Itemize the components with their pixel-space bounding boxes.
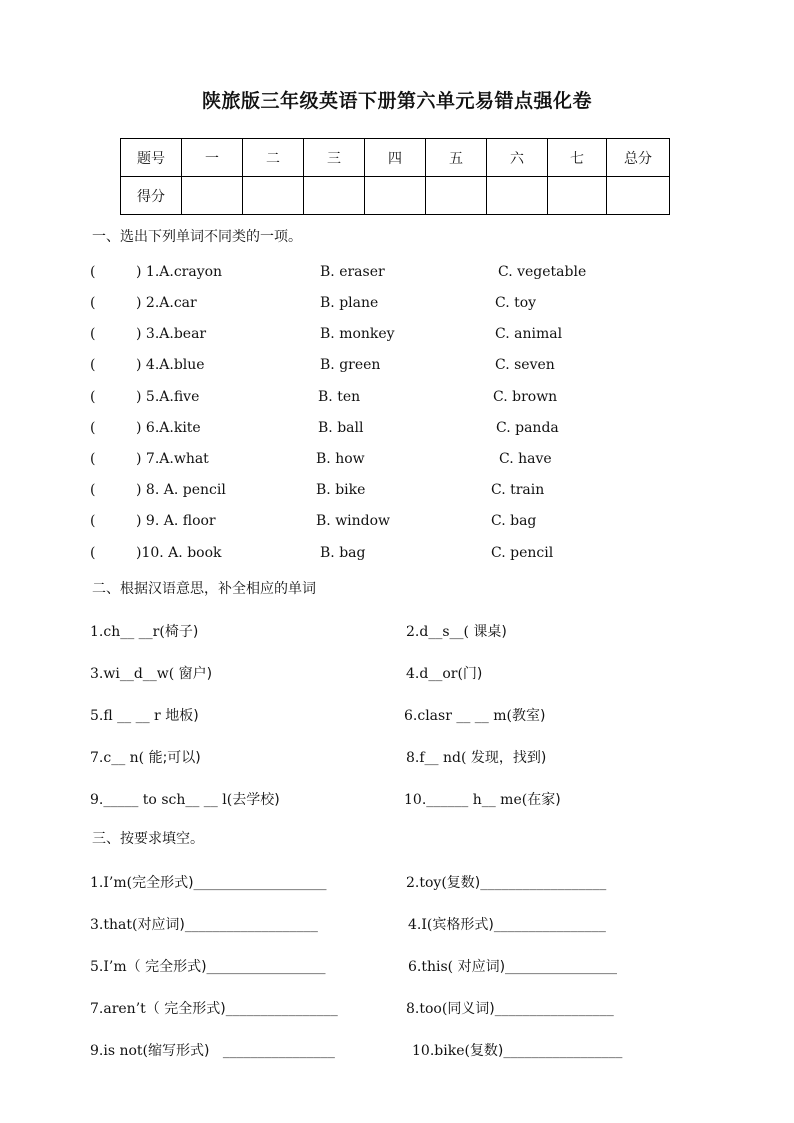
fill-word-item (0, 621, 794, 641)
score-header-cell: 一 (182, 139, 243, 177)
option-b: B. plane (320, 295, 379, 311)
fill-word-item (0, 747, 794, 767)
option-a: ) 9. A. floor (136, 513, 216, 529)
score-input-cell[interactable] (304, 177, 365, 215)
option-c: C. vegetable (498, 264, 587, 280)
option-a: ) 7.A.what (136, 451, 209, 467)
form-question (408, 956, 617, 976)
choice-item (0, 420, 794, 440)
answer-paren[interactable]: ( (90, 482, 96, 498)
form-question (408, 914, 606, 934)
fill-form-item (0, 998, 794, 1018)
option-c: C. seven (495, 357, 555, 373)
word-prompt: 10.bike( (412, 1043, 470, 1059)
option-a: ) 1.A.crayon (136, 264, 223, 280)
option-b: B. monkey (320, 326, 395, 342)
option-c: C. train (491, 482, 545, 498)
word-pattern: 2.d__s__( (406, 624, 469, 640)
score-header-cell: 三 (304, 139, 365, 177)
word-prompt: 8.too( (406, 1001, 448, 1017)
word-prompt: 3.that( (90, 917, 138, 933)
choice-item (0, 545, 794, 565)
answer-line[interactable]: ___________________ (184, 917, 318, 933)
form-question (90, 1040, 335, 1060)
score-row-label: 得分 (121, 177, 182, 215)
form-question (406, 998, 614, 1018)
answer-paren[interactable]: ( (90, 264, 96, 280)
chinese-hint: 教室) (512, 708, 546, 724)
word-prompt: 4.I( (408, 917, 433, 933)
word-blank[interactable] (404, 789, 561, 809)
word-pattern: 4.d__or( (406, 666, 463, 682)
word-prompt: 1.I’m( (90, 875, 133, 891)
fill-form-item (0, 914, 794, 934)
answer-line[interactable]: ________________ (209, 1043, 335, 1059)
chinese-hint: 门) (462, 666, 483, 682)
answer-line[interactable]: __________________ (480, 875, 607, 891)
answer-paren[interactable]: ( (90, 513, 96, 529)
answer-line[interactable]: ________________ (505, 959, 618, 975)
option-a: ) 3.A.bear (136, 326, 207, 342)
section1-heading: 一、选出下列单词不同类的一项。 (92, 229, 302, 245)
chinese-hint: 在家) (527, 792, 561, 808)
option-c: C. animal (495, 326, 563, 342)
choice-item (0, 326, 794, 346)
answer-paren[interactable]: ( (90, 389, 96, 405)
score-header-cell: 二 (243, 139, 304, 177)
choice-item (0, 295, 794, 315)
answer-line[interactable]: ________________ (225, 1001, 338, 1017)
instruction-hint: 缩写形式) (148, 1043, 210, 1059)
score-header-cell: 五 (426, 139, 487, 177)
answer-paren[interactable]: ( (90, 545, 96, 561)
answer-line[interactable]: ___________________ (193, 875, 327, 891)
word-pattern: 3.wi__d__w( (90, 666, 175, 682)
chinese-hint: 地板) (160, 708, 199, 724)
word-prompt: 7.aren’t（ (90, 1001, 160, 1017)
chinese-hint: 课桌) (468, 624, 507, 640)
choice-item (0, 482, 794, 502)
instruction-hint: 复数) (446, 875, 481, 891)
option-a: ) 6.A.kite (136, 420, 201, 436)
option-a: ) 8. A. pencil (136, 482, 226, 498)
choice-item (0, 513, 794, 533)
word-pattern: 6.clasr __ __ m( (404, 708, 512, 724)
word-pattern: 1.ch__ __r( (90, 624, 165, 640)
form-question (412, 1040, 622, 1060)
chinese-hint: 去学校) (232, 792, 280, 808)
score-table-score-row (121, 177, 670, 215)
form-question (90, 914, 318, 934)
option-b: B. window (316, 513, 391, 529)
option-a: )10. A. book (136, 545, 222, 561)
fill-word-item (0, 705, 794, 725)
instruction-hint: 完全形式) (159, 1001, 226, 1017)
word-blank[interactable] (90, 789, 280, 809)
instruction-hint: 宾格形式) (432, 917, 494, 933)
fill-form-item (0, 872, 794, 892)
answer-line[interactable]: _________________ (206, 959, 326, 975)
word-blank[interactable] (90, 663, 212, 683)
word-pattern: 7.c__ n( (90, 750, 145, 766)
option-c: C. pencil (491, 545, 554, 561)
word-blank[interactable] (90, 621, 198, 641)
word-prompt: 2.toy( (406, 875, 447, 891)
score-input-cell[interactable] (243, 177, 304, 215)
fill-word-item (0, 663, 794, 683)
word-prompt: 9.is not( (90, 1043, 149, 1059)
option-b: B. bike (316, 482, 366, 498)
option-b: B. bag (320, 545, 366, 561)
chinese-hint: 椅子) (164, 624, 199, 640)
option-b: B. how (316, 451, 365, 467)
word-pattern: 9._____ to sch__ __ l( (90, 792, 233, 808)
option-c: C. panda (496, 420, 559, 436)
form-question (90, 872, 327, 892)
fill-word-item (0, 789, 794, 809)
option-b: B. ten (318, 389, 361, 405)
score-header-cell: 总分 (607, 139, 670, 177)
word-pattern: 10.______ h__ me( (404, 792, 528, 808)
option-c: C. have (499, 451, 552, 467)
instruction-hint: 完全形式) (132, 875, 194, 891)
answer-line[interactable]: _________________ (503, 1043, 623, 1059)
choice-item (0, 389, 794, 409)
option-c: C. bag (491, 513, 537, 529)
option-a: ) 4.A.blue (136, 357, 205, 373)
chinese-hint: 能;可以) (144, 750, 201, 766)
instruction-hint: 对应词) (137, 917, 185, 933)
choice-item (0, 357, 794, 377)
word-blank[interactable] (90, 705, 199, 725)
answer-paren[interactable]: ( (90, 420, 96, 436)
form-question (90, 956, 326, 976)
answer-paren[interactable]: ( (90, 451, 96, 467)
word-pattern: 5.fl __ __ r (90, 708, 161, 724)
word-blank[interactable] (406, 747, 546, 767)
option-a: ) 2.A.car (136, 295, 197, 311)
score-header-cell: 六 (487, 139, 548, 177)
score-input-cell[interactable] (365, 177, 426, 215)
answer-paren[interactable]: ( (90, 357, 96, 373)
option-c: C. brown (493, 389, 558, 405)
score-table (120, 138, 670, 215)
choice-item (0, 451, 794, 471)
word-prompt: 5.I’m（ (90, 959, 141, 975)
choice-item (0, 264, 794, 284)
score-table-header-row (121, 139, 670, 177)
chinese-hint: 发现，找到) (466, 750, 547, 766)
word-prompt: 6.this( (408, 959, 454, 975)
option-b: B. eraser (320, 264, 385, 280)
instruction-hint: 同义词) (447, 1001, 495, 1017)
fill-form-item (0, 956, 794, 976)
form-question (406, 872, 606, 892)
score-input-cell[interactable] (548, 177, 607, 215)
score-input-cell[interactable] (487, 177, 548, 215)
section3-heading: 三、按要求填空。 (92, 831, 204, 847)
section2-heading: 二、根据汉语意思，补全相应的单词 (92, 581, 316, 597)
score-input-cell[interactable] (182, 177, 243, 215)
instruction-hint: 复数) (469, 1043, 504, 1059)
instruction-hint: 对应词) (453, 959, 506, 975)
word-blank[interactable] (406, 621, 507, 641)
page-title: 陕旅版三年级英语下册第六单元易错点强化卷 (201, 90, 592, 112)
score-input-cell[interactable] (426, 177, 487, 215)
chinese-hint: 窗户) (174, 666, 213, 682)
option-b: B. green (320, 357, 381, 373)
score-header-cell: 四 (365, 139, 426, 177)
option-a: ) 5.A.five (136, 389, 200, 405)
word-blank[interactable] (406, 663, 482, 683)
fill-form-item (0, 1040, 794, 1060)
answer-paren[interactable]: ( (90, 326, 96, 342)
answer-paren[interactable]: ( (90, 295, 96, 311)
option-b: B. ball (318, 420, 364, 436)
word-pattern: 8.f__ nd( (406, 750, 467, 766)
answer-line[interactable]: ________________ (493, 917, 606, 933)
score-header-cell: 题号 (121, 139, 182, 177)
form-question (90, 998, 338, 1018)
answer-line[interactable]: _________________ (494, 1001, 614, 1017)
word-blank[interactable] (404, 705, 545, 725)
instruction-hint: 完全形式) (140, 959, 207, 975)
option-c: C. toy (495, 295, 537, 311)
word-blank[interactable] (90, 747, 201, 767)
score-header-cell: 七 (548, 139, 607, 177)
score-input-cell[interactable] (607, 177, 670, 215)
